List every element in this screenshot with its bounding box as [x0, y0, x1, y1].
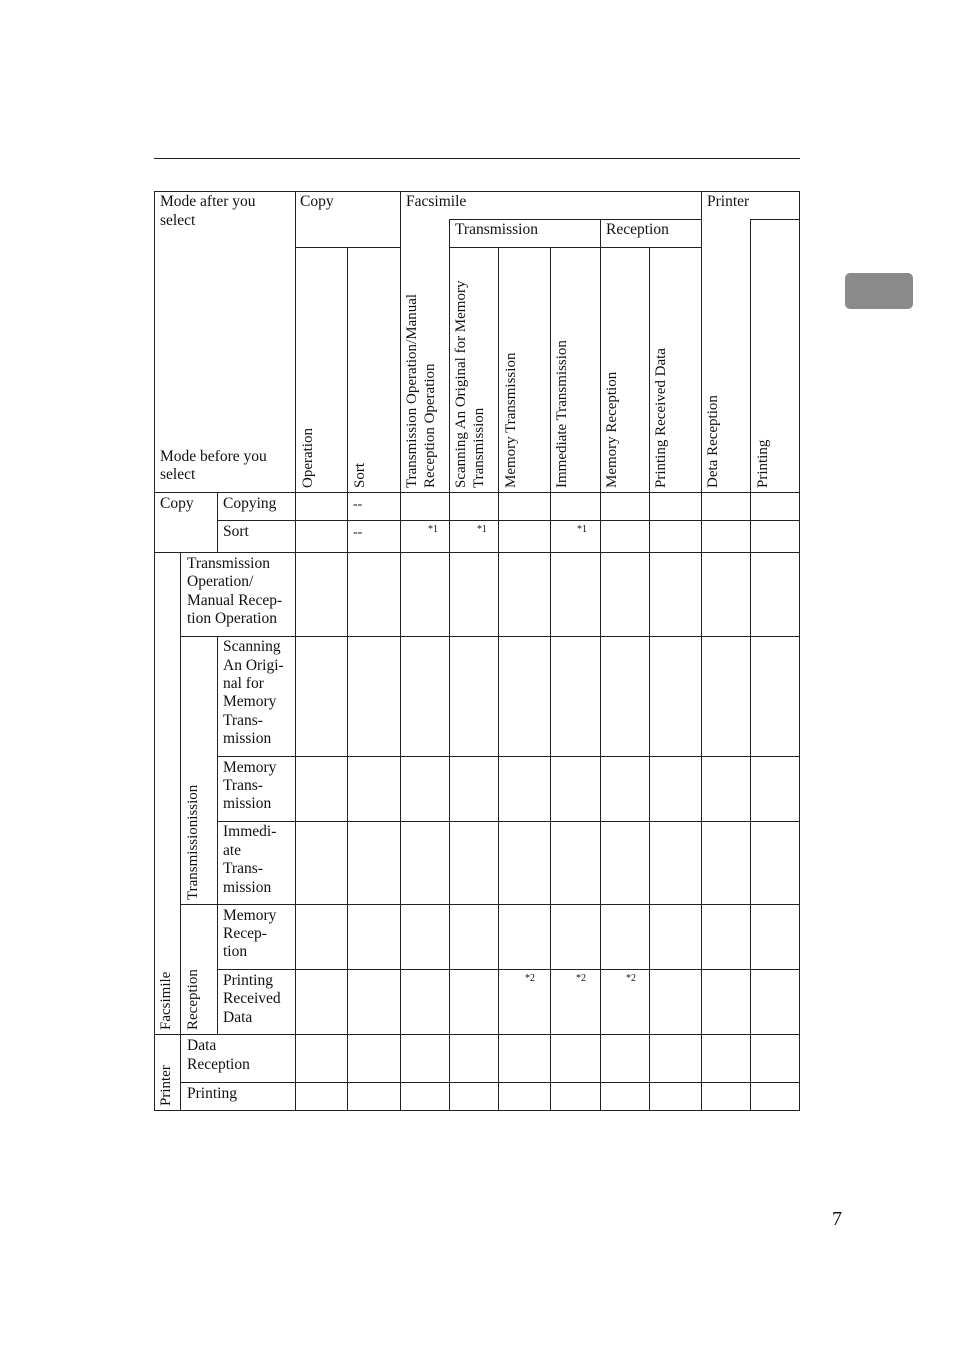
cell-printing-received-memory-reception-note: *2	[626, 973, 636, 984]
col-header-operation: Operation	[300, 428, 316, 488]
row-label-printing-received-data-line-1: Printing	[223, 972, 273, 989]
grid-line	[750, 219, 800, 220]
page-number: 7	[832, 1208, 842, 1230]
row-label-scanning-line-4: Memory	[223, 693, 277, 710]
grid-line	[600, 219, 601, 1111]
cell-copying-sort: --	[353, 497, 363, 512]
grid-line	[154, 492, 800, 493]
row-label-scanning-line-1: Scanning	[223, 638, 281, 655]
grid-line	[750, 219, 751, 1111]
row-group-printer: Printer	[158, 1065, 174, 1106]
grid-line	[347, 247, 348, 1111]
col-header-scanning-original-line-2: Transmission	[471, 407, 487, 488]
grid-line	[449, 219, 701, 220]
cell-sort-immediate-transmission-note: *1	[577, 524, 587, 535]
grid-line	[154, 1034, 800, 1035]
col-header-data-reception: Deta Reception	[705, 395, 721, 488]
row-group-reception: Reception	[185, 969, 201, 1030]
row-label-scanning-line-5: Trans-	[223, 712, 263, 729]
row-label-printing-received-data-line-3: Data	[223, 1009, 253, 1026]
grid-line	[550, 247, 551, 1111]
cell-sort-transmission-operation-note: *1	[428, 524, 438, 535]
row-label-printing: Printing	[187, 1085, 237, 1102]
group-copy: Copy	[300, 193, 334, 210]
corner-after-line-2: select	[160, 212, 196, 229]
grid-line	[217, 520, 800, 521]
corner-before-line-1: Mode before you	[160, 448, 267, 465]
grid-line	[217, 756, 800, 757]
row-label-data-reception-line-1: Data	[187, 1037, 217, 1054]
grid-line	[400, 191, 401, 1111]
col-header-transmission-operation-line-2: Reception Operation	[422, 363, 438, 488]
group-facsimile: Facsimile	[406, 193, 467, 210]
subgroup-reception: Reception	[606, 221, 669, 238]
header-rule	[154, 158, 800, 159]
row-label-memory-transmission-line-3: mission	[223, 795, 272, 812]
row-label-memory-transmission-line-2: Trans-	[223, 777, 263, 794]
col-header-printing-received-data: Printing Received Data	[653, 348, 669, 488]
row-label-data-reception-line-2: Reception	[187, 1056, 250, 1073]
row-group-transmission: Transmissionission	[185, 784, 201, 900]
grid-line	[154, 552, 800, 553]
group-printer: Printer	[707, 193, 750, 210]
row-label-transmission-operation-line-4: tion Operation	[187, 610, 277, 627]
cell-printing-received-memory-transmission-note: *2	[525, 973, 535, 984]
cell-printing-received-immediate-transmission-note: *2	[576, 973, 586, 984]
grid-line	[295, 191, 296, 1111]
col-header-memory-reception: Memory Reception	[604, 371, 620, 488]
chapter-tab	[845, 273, 913, 309]
corner-after-line-1: Mode after you	[160, 193, 256, 210]
grid-line	[154, 1110, 800, 1111]
grid-line	[701, 191, 702, 1111]
grid-line	[217, 969, 800, 970]
col-header-scanning-original-line-1: Scanning An Original for Memory	[453, 280, 469, 488]
grid-line	[154, 191, 155, 1111]
row-label-immediate-transmission-line-2: ate	[223, 842, 242, 859]
row-label-immediate-transmission-line-4: mission	[223, 879, 272, 896]
row-label-printing-received-data-line-2: Received	[223, 990, 281, 1007]
subgroup-transmission: Transmission	[455, 221, 538, 238]
grid-line	[180, 1082, 800, 1083]
row-label-sort: Sort	[223, 523, 249, 540]
row-label-immediate-transmission-line-1: Immedi-	[223, 823, 277, 840]
row-label-transmission-operation-line-3: Manual Recep-	[187, 592, 283, 609]
grid-line	[180, 904, 800, 905]
row-label-immediate-transmission-line-3: Trans-	[223, 860, 263, 877]
grid-line	[154, 191, 800, 192]
cell-sort-scanning-note: *1	[477, 524, 487, 535]
cell-sort-sort: --	[353, 525, 363, 540]
row-group-copy: Copy	[160, 495, 194, 512]
row-label-memory-reception-line-3: tion	[223, 943, 248, 960]
row-label-memory-reception-line-2: Recep-	[223, 925, 267, 942]
row-label-memory-reception-line-1: Memory	[223, 907, 277, 924]
col-header-printing: Printing	[755, 439, 771, 488]
grid-line	[217, 492, 218, 553]
col-header-sort: Sort	[352, 462, 368, 488]
row-label-scanning-line-6: mission	[223, 730, 272, 747]
grid-line	[449, 219, 450, 1111]
row-label-scanning-line-2: An Origi-	[223, 657, 284, 674]
corner-before-line-2: select	[160, 466, 196, 483]
grid-line	[217, 821, 800, 822]
row-label-scanning-line-3: nal for	[223, 675, 264, 692]
grid-line	[217, 636, 218, 1035]
row-label-copying: Copying	[223, 495, 277, 512]
row-label-transmission-operation-line-2: Operation/	[187, 573, 254, 590]
grid-line	[649, 247, 650, 1111]
col-header-transmission-operation-line-1: Transmission Operation/Manual	[404, 293, 420, 488]
col-header-immediate-transmission: Immediate Transmission	[554, 340, 570, 488]
row-label-transmission-operation-line-1: Transmission	[187, 555, 270, 572]
row-label-memory-transmission-line-1: Memory	[223, 759, 277, 776]
grid-line	[449, 247, 701, 248]
grid-line	[799, 191, 800, 1111]
grid-line	[498, 247, 499, 1111]
row-group-facsimile: Facsimile	[158, 971, 174, 1030]
grid-line	[180, 552, 181, 1111]
col-header-memory-transmission: Memory Transmission	[503, 352, 519, 488]
grid-line	[180, 636, 800, 637]
